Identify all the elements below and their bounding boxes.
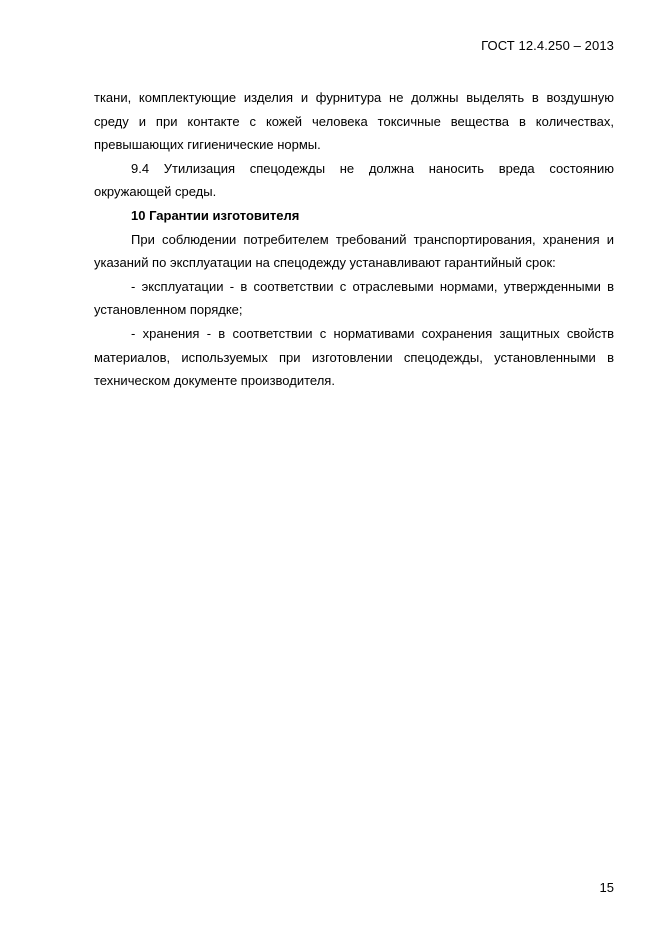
list-item-storage: - хранения - в соответствии с нормативами сохранения защитных свойств материалов, используемых при изготовлении спецодежды, установленными в техническом документе производителя.: [94, 325, 614, 389]
document-header: ГОСТ 12.4.250 – 2013: [481, 38, 614, 53]
paragraph-warranty-intro: При соблюдении потребителем требований транспортирования, хранения и указаний по эксплуатации на спецодежду устанавливают гарантийный срок:: [94, 231, 614, 271]
list-item-operation: - эксплуатации - в соответствии с отраслевыми нормами, утвержденными в установленном порядке;: [94, 278, 614, 318]
paragraph-continuation: ткани, комплектующие изделия и фурнитура не должны выделять в воздушную среду и при контакте с кожей человека токсичные вещества в количествах, превышающих гигиенические нормы.: [94, 90, 614, 153]
paragraph-9-4: 9.4 Утилизация спецодежды не должна наносить вреда состоянию окружающей среды.: [94, 160, 614, 200]
page-number: 15: [599, 880, 614, 895]
page-body: [94, 86, 614, 393]
section-heading-10: 10 Гарантии изготовителя: [131, 207, 300, 223]
